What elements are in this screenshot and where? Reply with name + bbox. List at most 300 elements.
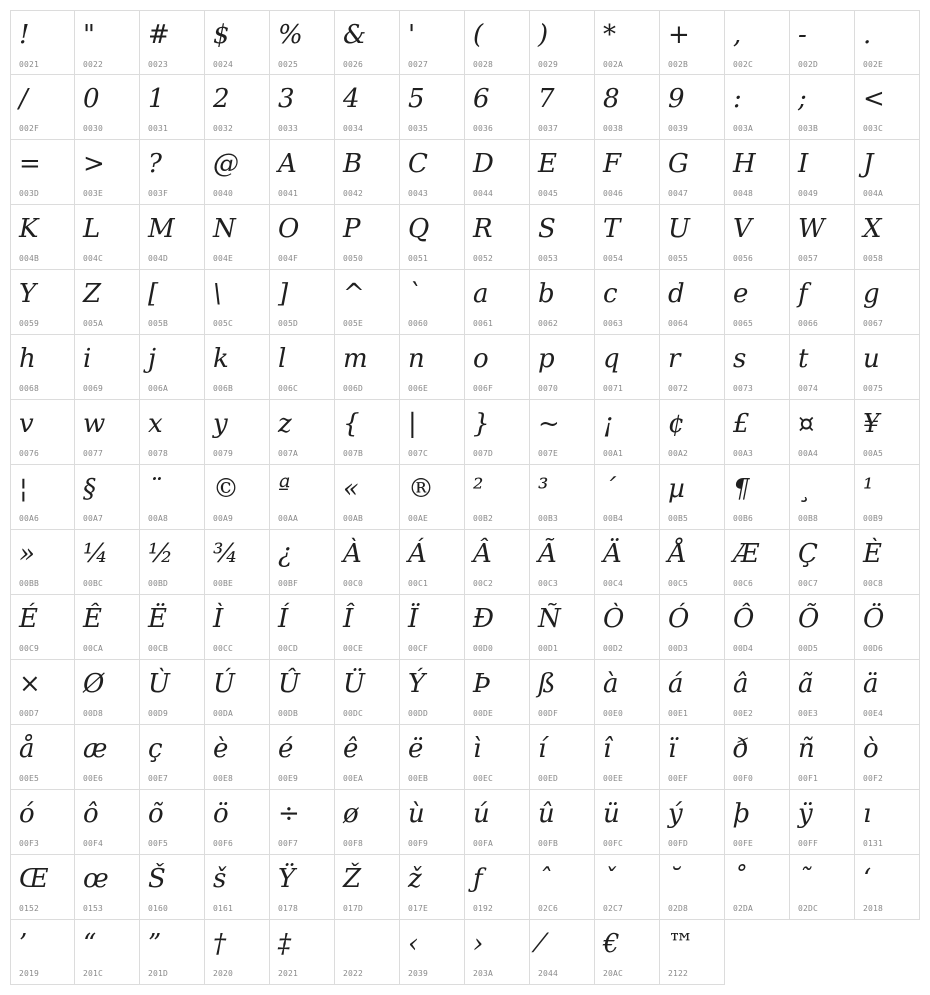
glyph-codepoint: 0039	[668, 124, 689, 133]
glyph-cell	[465, 400, 530, 465]
glyph-cell	[530, 725, 595, 790]
glyph-cell	[140, 855, 205, 920]
glyph-cell	[465, 855, 530, 920]
glyph-sample: "	[83, 20, 95, 50]
glyph-cell	[660, 140, 725, 205]
glyph-codepoint: 00F5	[148, 839, 169, 848]
glyph-cell	[400, 75, 465, 140]
glyph-cell	[335, 335, 400, 400]
glyph-codepoint: 00E4	[863, 709, 884, 718]
glyph-sample: @	[213, 149, 239, 179]
glyph-cell	[725, 400, 790, 465]
glyph-sample: ¦	[19, 474, 28, 504]
glyph-codepoint: 00DF	[538, 709, 559, 718]
glyph-sample: Í	[278, 604, 289, 634]
glyph-sample: ¿	[278, 539, 292, 569]
glyph-sample: A	[278, 149, 297, 179]
glyph-cell	[400, 725, 465, 790]
glyph-cell	[205, 465, 270, 530]
glyph-sample: ò	[863, 734, 879, 764]
glyph-codepoint: 006A	[148, 384, 169, 393]
glyph-codepoint: 0052	[473, 254, 494, 263]
glyph-sample: f	[798, 279, 808, 309]
glyph-sample: v	[19, 409, 34, 439]
glyph-sample: M	[148, 214, 175, 244]
glyph-codepoint: 00A3	[733, 449, 754, 458]
glyph-codepoint: 00A8	[148, 514, 169, 523]
glyph-cell	[400, 660, 465, 725]
glyph-sample: #	[148, 20, 170, 50]
glyph-cell	[335, 75, 400, 140]
glyph-sample: t	[798, 344, 809, 374]
glyph-sample: ƒ	[473, 864, 483, 894]
glyph-cell	[205, 205, 270, 270]
glyph-codepoint: 02C6	[538, 904, 559, 913]
glyph-codepoint: 0030	[83, 124, 104, 133]
glyph-codepoint: 003E	[83, 189, 104, 198]
glyph-codepoint: 2044	[538, 969, 559, 978]
glyph-codepoint: 0079	[213, 449, 234, 458]
glyph-cell	[595, 270, 660, 335]
glyph-codepoint: 00EF	[668, 774, 689, 783]
glyph-codepoint: 0076	[19, 449, 40, 458]
glyph-codepoint: 0161	[213, 904, 234, 913]
glyph-cell	[270, 335, 335, 400]
glyph-cell	[595, 400, 660, 465]
glyph-sample: Ã	[538, 539, 557, 569]
glyph-codepoint: 00FC	[603, 839, 624, 848]
glyph-sample: I	[798, 149, 809, 179]
glyph-codepoint: 00E2	[733, 709, 754, 718]
glyph-sample: (	[473, 20, 484, 50]
glyph-cell	[725, 335, 790, 400]
glyph-codepoint: 00C2	[473, 579, 494, 588]
glyph-cell	[10, 595, 75, 660]
glyph-sample: ú	[473, 799, 490, 829]
glyph-sample: Å	[668, 539, 687, 569]
glyph-cell	[530, 205, 595, 270]
glyph-codepoint: 00F9	[408, 839, 429, 848]
glyph-codepoint: 0178	[278, 904, 299, 913]
glyph-cell	[790, 400, 855, 465]
glyph-cell	[270, 790, 335, 855]
glyph-codepoint: 2020	[213, 969, 234, 978]
glyph-sample: è	[213, 734, 229, 764]
glyph-sample: ¥	[863, 409, 880, 439]
glyph-cell	[335, 465, 400, 530]
glyph-cell	[75, 75, 140, 140]
glyph-cell	[465, 530, 530, 595]
glyph-codepoint: 2018	[863, 904, 884, 913]
glyph-cell	[660, 855, 725, 920]
glyph-codepoint: 201D	[148, 969, 169, 978]
glyph-cell	[10, 75, 75, 140]
glyph-cell	[10, 660, 75, 725]
glyph-cell	[75, 10, 140, 75]
glyph-sample: |	[408, 409, 417, 439]
glyph-sample: y	[213, 409, 228, 439]
glyph-codepoint: 004A	[863, 189, 884, 198]
glyph-codepoint: 00DD	[408, 709, 429, 718]
glyph-cell	[75, 855, 140, 920]
glyph-sample: c	[603, 279, 618, 309]
glyph-codepoint: 00D7	[19, 709, 40, 718]
glyph-sample: Y	[19, 279, 37, 309]
glyph-cell	[400, 595, 465, 660]
glyph-codepoint: 00BC	[83, 579, 104, 588]
glyph-cell	[855, 530, 920, 595]
glyph-cell	[790, 75, 855, 140]
glyph-sample: ý	[668, 799, 683, 829]
glyph-codepoint: 00EA	[343, 774, 364, 783]
glyph-cell	[790, 855, 855, 920]
glyph-sample: 2	[213, 84, 230, 114]
glyph-sample: \	[213, 279, 222, 309]
glyph-sample: ¶	[733, 474, 750, 504]
glyph-codepoint: 006E	[408, 384, 429, 393]
glyph-cell	[595, 205, 660, 270]
glyph-codepoint: 00BF	[278, 579, 299, 588]
glyph-codepoint: 0071	[603, 384, 624, 393]
glyph-codepoint: 004B	[19, 254, 40, 263]
glyph-cell	[400, 855, 465, 920]
glyph-sample: Ú	[213, 669, 235, 699]
glyph-codepoint: 00DC	[343, 709, 364, 718]
glyph-sample: ï	[668, 734, 677, 764]
glyph-sample: Ó	[668, 604, 690, 634]
glyph-codepoint: 02C7	[603, 904, 624, 913]
glyph-cell	[530, 465, 595, 530]
glyph-cell	[10, 465, 75, 530]
glyph-cell	[335, 400, 400, 465]
glyph-cell	[855, 205, 920, 270]
glyph-grid	[10, 10, 920, 985]
glyph-codepoint: 00CC	[213, 644, 234, 653]
glyph-cell	[75, 725, 140, 790]
glyph-sample: ‹	[408, 929, 419, 959]
glyph-codepoint: 00B2	[473, 514, 494, 523]
glyph-cell	[205, 75, 270, 140]
glyph-cell	[855, 140, 920, 205]
glyph-sample: ´	[603, 474, 616, 504]
glyph-sample: %	[278, 20, 303, 50]
glyph-cell	[595, 725, 660, 790]
glyph-cell	[140, 75, 205, 140]
glyph-codepoint: 00C8	[863, 579, 884, 588]
glyph-cell	[660, 595, 725, 660]
glyph-codepoint: 00BB	[19, 579, 40, 588]
glyph-sample: r	[668, 344, 681, 374]
glyph-codepoint: 00A9	[213, 514, 234, 523]
glyph-cell	[270, 725, 335, 790]
glyph-codepoint: 005A	[83, 319, 104, 328]
glyph-sample: í	[538, 734, 547, 764]
glyph-codepoint: 0027	[408, 60, 429, 69]
glyph-codepoint: 007B	[343, 449, 364, 458]
glyph-cell	[140, 270, 205, 335]
glyph-sample: /	[19, 84, 28, 114]
glyph-cell	[595, 855, 660, 920]
glyph-cell	[725, 270, 790, 335]
glyph-sample: Þ	[473, 669, 491, 699]
glyph-sample: C	[408, 149, 428, 179]
glyph-cell	[725, 855, 790, 920]
glyph-cell	[400, 530, 465, 595]
glyph-cell	[270, 270, 335, 335]
glyph-cell	[725, 595, 790, 660]
glyph-sample: 3	[278, 84, 295, 114]
glyph-sample: ð	[733, 734, 749, 764]
glyph-cell	[855, 790, 920, 855]
glyph-cell	[465, 465, 530, 530]
glyph-cell	[335, 595, 400, 660]
glyph-cell	[660, 205, 725, 270]
glyph-codepoint: 00AE	[408, 514, 429, 523]
glyph-cell	[530, 335, 595, 400]
glyph-codepoint: 003B	[798, 124, 819, 133]
glyph-sample: o	[473, 344, 489, 374]
glyph-sample: Ë	[148, 604, 167, 634]
glyph-codepoint: 00EB	[408, 774, 429, 783]
glyph-sample: Õ	[798, 604, 820, 634]
glyph-codepoint: 0064	[668, 319, 689, 328]
glyph-cell	[270, 10, 335, 75]
glyph-codepoint: 00AA	[278, 514, 299, 523]
glyph-codepoint: 002C	[733, 60, 754, 69]
glyph-sample: È	[863, 539, 882, 569]
glyph-codepoint: 004C	[83, 254, 104, 263]
glyph-cell	[75, 335, 140, 400]
glyph-cell	[660, 400, 725, 465]
glyph-sample: Ö	[863, 604, 885, 634]
glyph-codepoint: 0058	[863, 254, 884, 263]
glyph-codepoint: 00B6	[733, 514, 754, 523]
glyph-cell	[400, 140, 465, 205]
glyph-sample: Ñ	[538, 604, 561, 634]
glyph-sample: Ð	[473, 604, 494, 634]
glyph-sample: ~	[538, 409, 560, 439]
glyph-cell	[660, 660, 725, 725]
glyph-codepoint: 2122	[668, 969, 689, 978]
glyph-sample: X	[863, 214, 882, 244]
glyph-cell	[270, 75, 335, 140]
glyph-sample: 7	[538, 84, 555, 114]
glyph-codepoint: 005E	[343, 319, 364, 328]
glyph-sample: !	[19, 20, 30, 50]
glyph-codepoint: 006F	[473, 384, 494, 393]
glyph-codepoint: 00C6	[733, 579, 754, 588]
glyph-codepoint: 00A5	[863, 449, 884, 458]
glyph-codepoint: 003C	[863, 124, 884, 133]
glyph-sample: ³	[538, 474, 549, 504]
glyph-sample: œ	[83, 864, 109, 894]
glyph-codepoint: 00C9	[19, 644, 40, 653]
glyph-codepoint: 00B9	[863, 514, 884, 523]
glyph-sample: 0	[83, 84, 100, 114]
glyph-sample: Ø	[83, 669, 105, 699]
glyph-codepoint: 0048	[733, 189, 754, 198]
glyph-codepoint: 0160	[148, 904, 169, 913]
glyph-cell	[530, 140, 595, 205]
glyph-cell	[270, 855, 335, 920]
glyph-sample: ¨	[148, 474, 161, 504]
glyph-codepoint: 0061	[473, 319, 494, 328]
glyph-sample: '	[408, 20, 416, 50]
glyph-sample: †	[213, 929, 226, 959]
glyph-codepoint: 00E5	[19, 774, 40, 783]
glyph-codepoint: 0035	[408, 124, 429, 133]
glyph-cell	[140, 530, 205, 595]
glyph-sample: Z	[83, 279, 102, 309]
glyph-cell	[855, 75, 920, 140]
glyph-codepoint: 00D1	[538, 644, 559, 653]
glyph-cell	[270, 595, 335, 660]
glyph-cell	[790, 595, 855, 660]
glyph-cell	[75, 790, 140, 855]
glyph-cell	[205, 140, 270, 205]
glyph-sample: ˆ	[538, 864, 551, 894]
glyph-codepoint: 00F8	[343, 839, 364, 848]
glyph-codepoint: 2019	[19, 969, 40, 978]
glyph-sample: ]	[278, 279, 289, 309]
glyph-sample: }	[473, 409, 490, 439]
glyph-cell	[530, 790, 595, 855]
glyph-sample: ;	[798, 84, 807, 114]
glyph-sample: ‘	[863, 864, 872, 894]
glyph-sample: )	[538, 20, 549, 50]
glyph-codepoint: 00FF	[798, 839, 819, 848]
glyph-cell	[400, 465, 465, 530]
glyph-sample: â	[733, 669, 749, 699]
glyph-sample: W	[798, 214, 825, 244]
glyph-sample: Ù	[148, 669, 170, 699]
glyph-codepoint: 005B	[148, 319, 169, 328]
glyph-cell	[140, 790, 205, 855]
glyph-codepoint: 003F	[148, 189, 169, 198]
glyph-codepoint: 0056	[733, 254, 754, 263]
glyph-codepoint: 0131	[863, 839, 884, 848]
glyph-sample: l	[278, 344, 287, 374]
glyph-cell	[530, 75, 595, 140]
glyph-codepoint: 002D	[798, 60, 819, 69]
glyph-codepoint: 00DE	[473, 709, 494, 718]
glyph-cell	[855, 10, 920, 75]
glyph-codepoint: 0153	[83, 904, 104, 913]
glyph-cell	[660, 725, 725, 790]
glyph-codepoint: 00D3	[668, 644, 689, 653]
glyph-codepoint: 00FD	[668, 839, 689, 848]
glyph-cell	[790, 790, 855, 855]
glyph-cell	[595, 465, 660, 530]
glyph-codepoint: 0053	[538, 254, 559, 263]
glyph-sample: 8	[603, 84, 620, 114]
glyph-sample: ÷	[278, 799, 300, 829]
glyph-cell	[465, 595, 530, 660]
glyph-sample: Î	[343, 604, 354, 634]
glyph-codepoint: 0026	[343, 60, 364, 69]
glyph-sample: ‡	[278, 929, 291, 959]
glyph-cell	[855, 335, 920, 400]
glyph-sample: V	[733, 214, 752, 244]
glyph-codepoint: 02DC	[798, 904, 819, 913]
glyph-sample: G	[668, 149, 689, 179]
glyph-sample: H	[733, 149, 756, 179]
glyph-codepoint: 00C3	[538, 579, 559, 588]
glyph-cell	[465, 140, 530, 205]
glyph-codepoint: 00C0	[343, 579, 364, 588]
glyph-sample: Ï	[408, 604, 419, 634]
glyph-sample: ¼	[83, 539, 109, 569]
glyph-sample: ’	[19, 929, 28, 959]
glyph-codepoint: 201C	[83, 969, 104, 978]
glyph-sample: “	[83, 929, 97, 959]
glyph-cell	[270, 400, 335, 465]
glyph-cell	[660, 920, 725, 985]
glyph-cell	[790, 205, 855, 270]
glyph-sample: 1	[148, 84, 165, 114]
glyph-codepoint: 003A	[733, 124, 754, 133]
glyph-sample: Ä	[603, 539, 622, 569]
glyph-codepoint: 00F2	[863, 774, 884, 783]
glyph-cell	[75, 270, 140, 335]
glyph-sample: ê	[343, 734, 359, 764]
glyph-sample: Ì	[213, 604, 224, 634]
glyph-sample: F	[603, 149, 622, 179]
glyph-cell	[660, 75, 725, 140]
glyph-sample: Ô	[733, 604, 755, 634]
glyph-cell	[335, 725, 400, 790]
glyph-codepoint: 00D8	[83, 709, 104, 718]
glyph-cell	[335, 140, 400, 205]
glyph-cell	[205, 335, 270, 400]
glyph-sample: Ç	[798, 539, 818, 569]
glyph-codepoint: 0025	[278, 60, 299, 69]
glyph-cell	[725, 790, 790, 855]
glyph-codepoint: 0045	[538, 189, 559, 198]
glyph-sample: p	[538, 344, 555, 374]
glyph-codepoint: 2022	[343, 969, 364, 978]
glyph-codepoint: 00E8	[213, 774, 234, 783]
glyph-cell	[465, 75, 530, 140]
glyph-codepoint: 00CE	[343, 644, 364, 653]
glyph-cell	[855, 725, 920, 790]
glyph-sample: 4	[343, 84, 360, 114]
glyph-codepoint: 0072	[668, 384, 689, 393]
glyph-cell	[335, 205, 400, 270]
glyph-sample: ?	[148, 149, 162, 179]
glyph-codepoint: 00D2	[603, 644, 624, 653]
glyph-sample: [	[148, 279, 159, 309]
glyph-sample: P	[343, 214, 361, 244]
glyph-sample: €	[603, 929, 620, 959]
glyph-cell	[595, 140, 660, 205]
glyph-sample: i	[83, 344, 92, 374]
glyph-cell	[595, 75, 660, 140]
glyph-cell	[855, 270, 920, 335]
glyph-codepoint: 0041	[278, 189, 299, 198]
glyph-sample: K	[19, 214, 39, 244]
glyph-cell	[400, 400, 465, 465]
glyph-sample: ,	[733, 20, 742, 50]
glyph-cell	[10, 725, 75, 790]
glyph-cell	[530, 920, 595, 985]
glyph-codepoint: 00A4	[798, 449, 819, 458]
glyph-sample: h	[19, 344, 36, 374]
glyph-sample: ó	[19, 799, 35, 829]
glyph-sample: ÿ	[798, 799, 813, 829]
glyph-codepoint: 00FE	[733, 839, 754, 848]
glyph-cell	[725, 75, 790, 140]
